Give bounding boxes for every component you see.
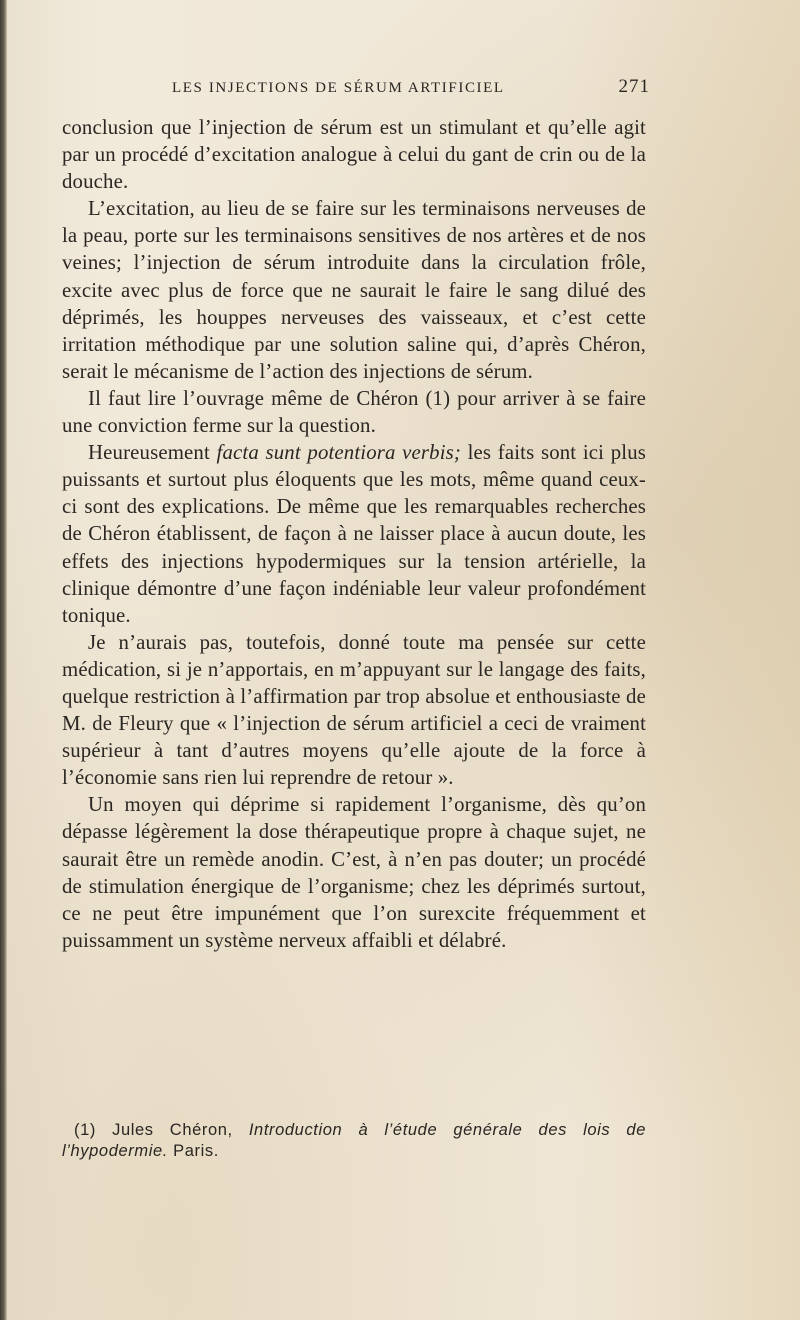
footnote-marker: (1)	[74, 1121, 96, 1139]
page-binding-edge	[0, 0, 7, 1320]
footnote-place: Paris.	[167, 1142, 219, 1160]
page-number: 271	[618, 76, 650, 97]
paragraph-1: conclusion que l’injection de sérum est un stimulant et qu’elle agit par un procédé d’excitation analogue à celui du gant de crin ou de la douche.	[62, 116, 646, 194]
running-title: LES INJECTIONS DE SÉRUM ARTIFICIEL	[172, 80, 505, 96]
paragraph-5: Je n’aurais pas, toutefois, donné toute ma pensée sur cette médication, si je n’apportais, en m’appuyant sur le langage des faits, quelque restriction à l’affirmation par trop absolue et enthousiaste de M. de Fleury que « l’injection de sérum artificiel a ceci de vraiment supérieur à tant d’autres moyens qu’elle ajoute de la force à l’économie sans rien lui reprendre de retour ».	[62, 630, 646, 790]
footnote-title: Introduction à l’étude générale des lois de l’hypodermie.	[62, 1121, 646, 1160]
paragraph-6: Un moyen qui déprime si rapidement l’organisme, dès qu’on dépasse légèrement la dose thérapeutique propre à chaque sujet, ne saurait être un remède anodin. C’est, à n’en pas douter; un procédé de stimulation énergique de l’organisme; chez les déprimés surtout, ce ne peut être impunément que l’on surexcite fréquemment et puissamment un système nerveux affaibli et délabré.	[62, 793, 646, 952]
body-text	[62, 114, 646, 954]
footnote	[62, 1120, 646, 1162]
paragraph-4	[62, 439, 646, 629]
paragraph-2: L’excitation, au lieu de se faire sur les terminaisons nerveuses de la peau, porte sur les terminaisons sensitives de nos artères et de nos veines; l’injection de sérum introduite dans la circulation frôle, excite avec plus de force que ne saurait le faire le sang dilué des déprimés, les houppes nerveuses des vaisseaux, et c’est cette irritation méthodique par une solution saline qui, d’après Chéron, serait le mécanisme de l’action des injections de sérum.	[62, 197, 646, 383]
latin-quote: facta sunt potentiora verbis;	[216, 441, 461, 465]
page-header	[62, 76, 650, 104]
paragraph-3: Il faut lire l’ouvrage même de Chéron (1) pour arriver à se faire une conviction ferme sur la question.	[62, 386, 646, 438]
paragraph-4-lead: Heureusement	[88, 441, 217, 465]
footnote-author: Jules Chéron,	[95, 1121, 249, 1139]
paragraph-4-rest: les faits sont ici plus puissants et surtout plus éloquents que les mots, même quand ceux-ci sont des explications. De même que les remarquables recherches de Chéron établissent, de façon à ne laisser place à aucun doute, les effets des injections hypodermiques sur la tension artérielle, la clinique démontre d’une façon indéniable leur valeur profondément tonique.	[62, 441, 646, 627]
